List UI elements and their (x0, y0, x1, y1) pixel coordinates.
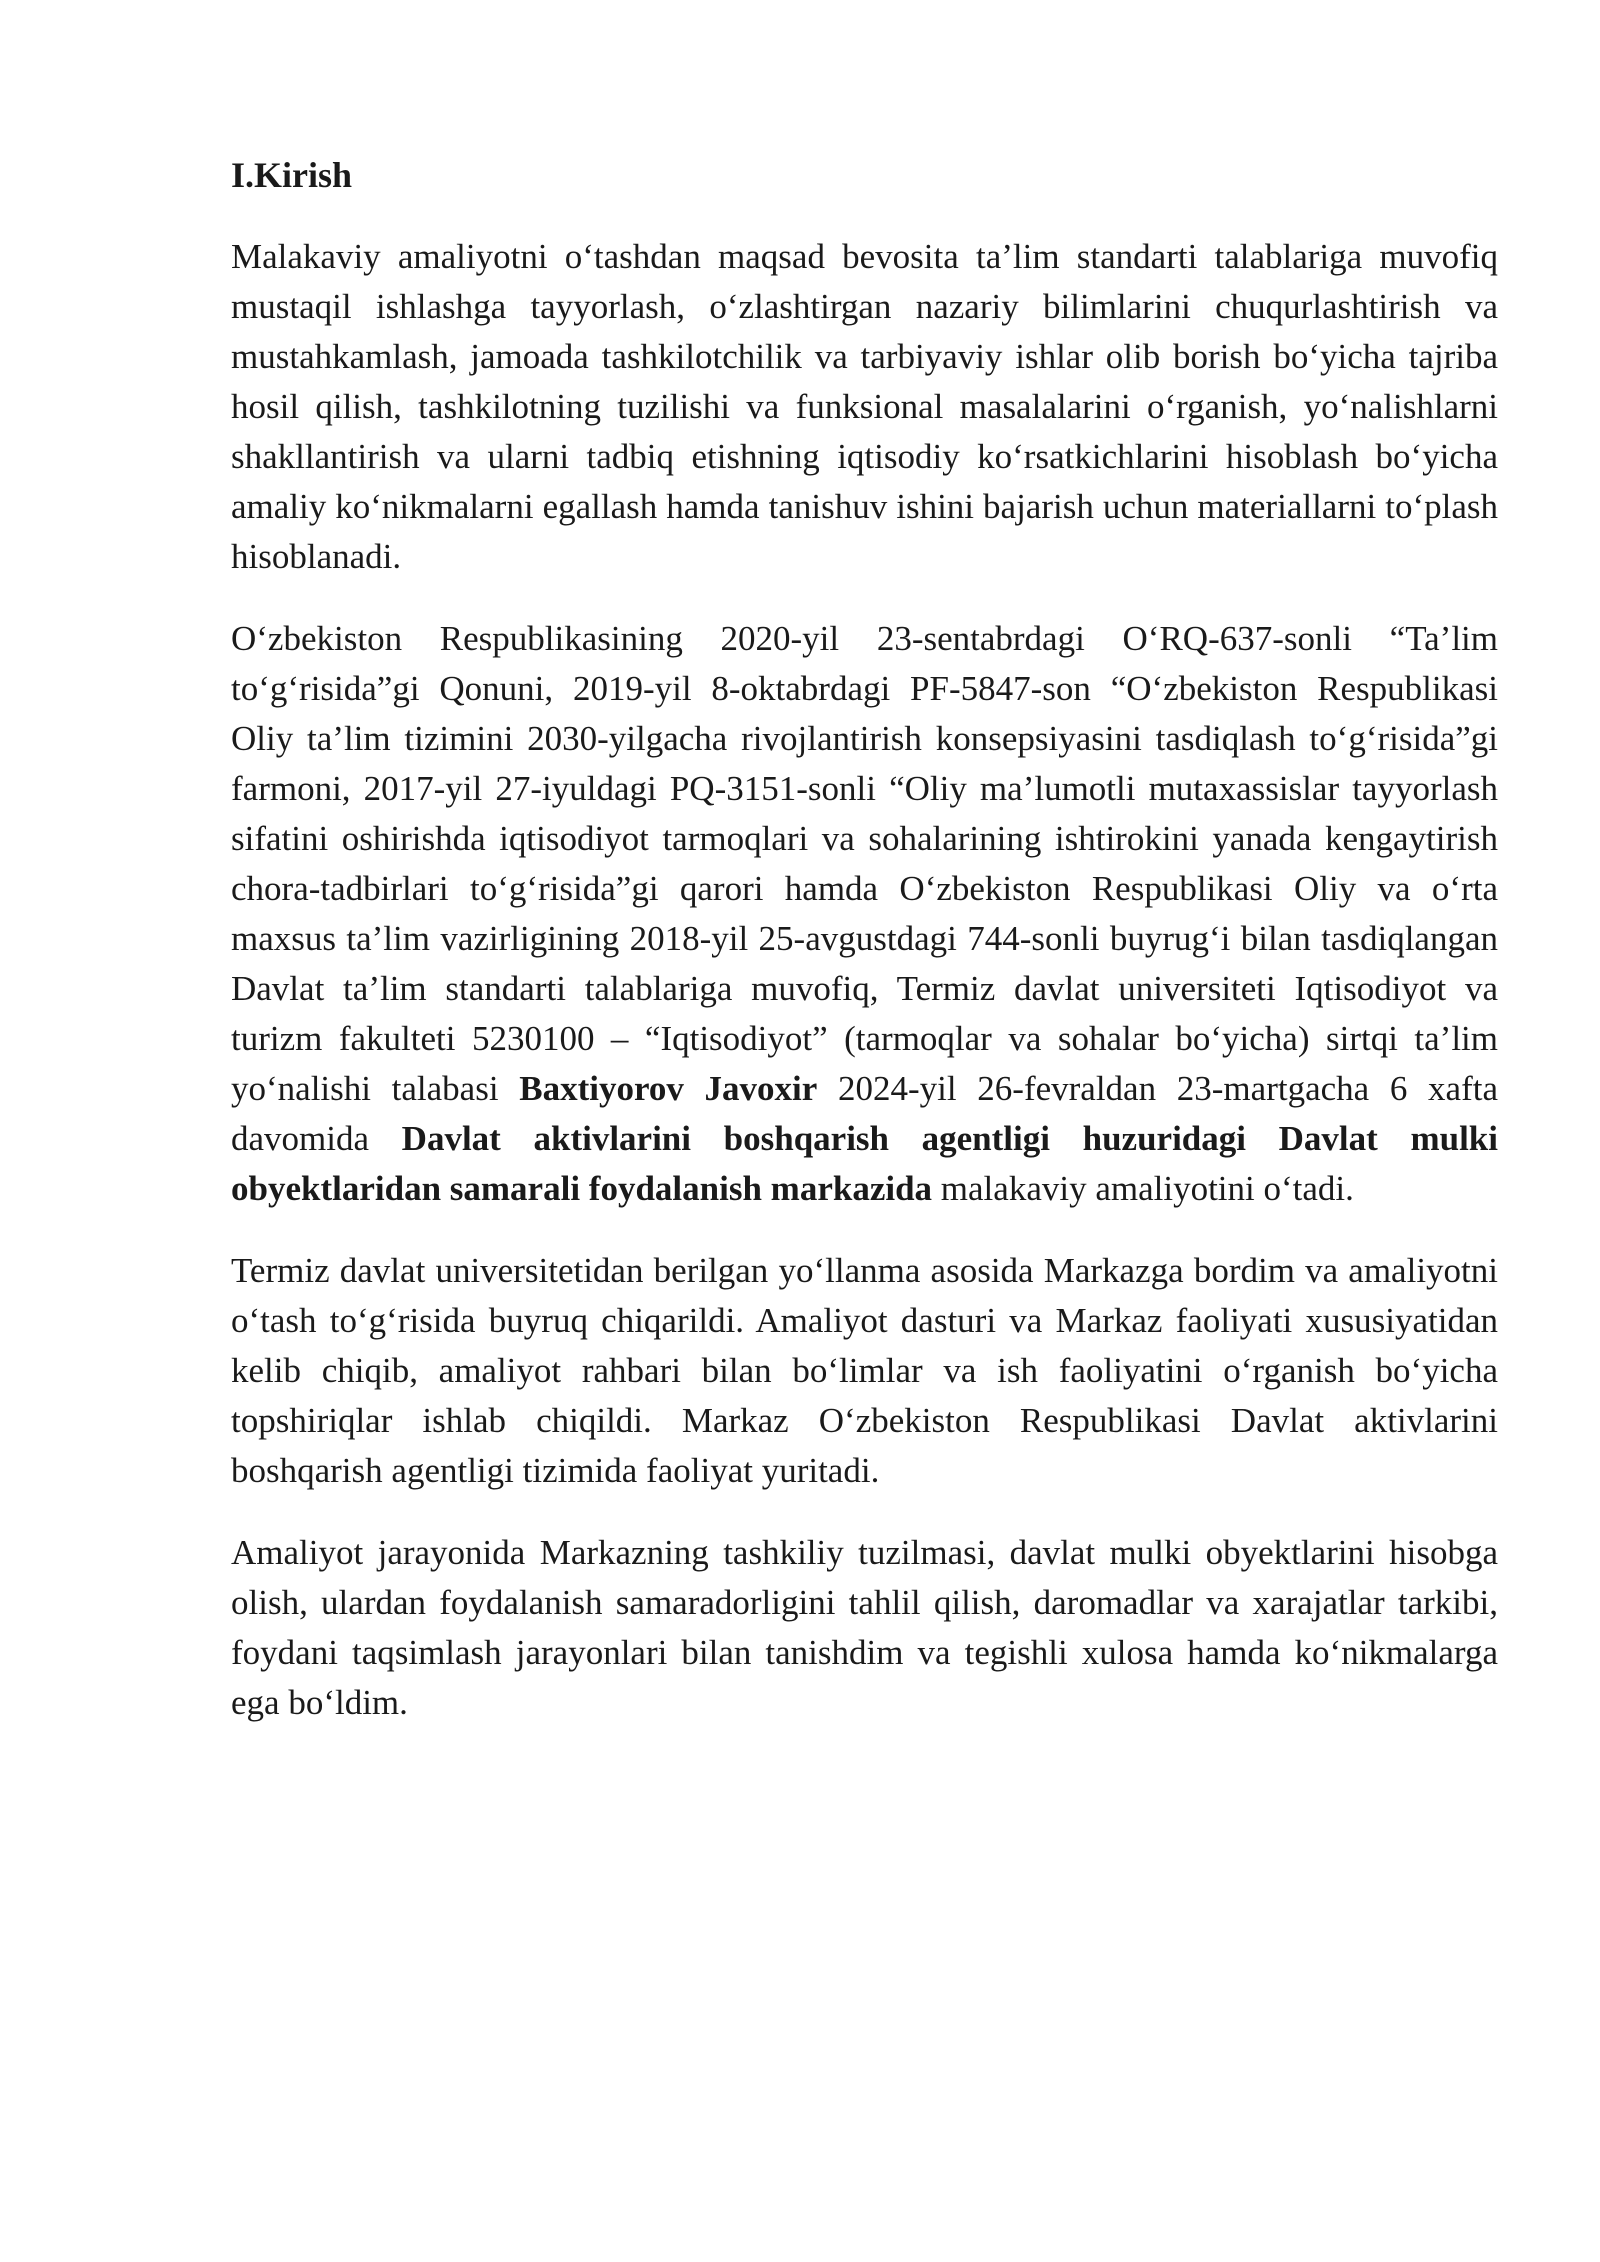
organization-name: Davlat aktivlarini boshqarish agentligi huzuridagi Davlat mulki obyektlaridan samarali foydalanish markazida (231, 1119, 1498, 1208)
student-name: Baxtiyorov Javoxir (519, 1069, 818, 1108)
paragraph-legal-basis (231, 614, 1498, 1214)
internship-period-text: 2024-yil 26-fevraldan 23-martgacha 6 xafta davomida (231, 1069, 1498, 1158)
section-heading: I.Kirish (231, 155, 353, 195)
document-body (231, 150, 1498, 1760)
paragraph-conclusion: Amaliyot jarayonida Markazning tashkiliy tuzilmasi, davlat mulki obyektlarini hisobga olish, ulardan foydalanish samaradorligini tahlil qilish, daromadlar va xarajatlar tarkibi, foydani taqsimlash jarayonlari bilan tanishdim va tegishli xulosa hamda ko‘nikmalarga ega bo‘ldim. (231, 1533, 1498, 1722)
paragraph-purpose: Malakaviy amaliyotni o‘tashdan maqsad bevosita ta’lim standarti talablariga muvofiq mustaqil ishlashga tayyorlash, o‘zlashtirgan nazariy bilimlarini chuqurlashtirish va mustahkamlash, jamoada tashkilotchilik va tarbiyaviy ishlar olib borish bo‘yicha tajriba hosil qilish, tashkilotning tuzilishi va funksional masalalarini o‘rganish, yo‘nalishlarni shakllantirish va ularni tadbiq etishning iqtisodiy ko‘rsatkichlarini hisoblash bo‘yicha amaliy ko‘nikmalarni egallash hamda tanishuv ishini bajarish uchun materiallarni to‘plash hisoblanadi. (231, 237, 1498, 576)
paragraph-legal-basis-ending: malakaviy amaliyotini o‘tadi. (932, 1169, 1354, 1208)
paragraph-legal-basis-text: O‘zbekiston Respublikasining 2020-yil 23-sentabrdagi O‘RQ-637-sonli “Ta’lim to‘g‘risida”gi Qonuni, 2019-yil 8-oktabrdagi PF-5847-son “O‘zbekiston Respublikasi Oliy ta’lim tizimini 2030-yilgacha rivojlantirish konsepsiyasini tasdiqlash to‘g‘risida”gi farmoni, 2017-yil 27-iyuldagi PQ-3151-sonli “Oliy ma’lumotli mutaxassislar tayyorlash sifatini oshirishda iqtisodiyot tarmoqlari va sohalarining ishtirokini yanada kengaytirish chora-tadbirlari to‘g‘risida”gi qarori hamda O‘zbekiston Respublikasi Oliy va o‘rta maxsus ta’lim vazirligining 2018-yil 25-avgustdagi 744-sonli buyrug‘i bilan tasdiqlangan Davlat ta’lim standarti talablariga muvofiq, Termiz davlat universiteti Iqtisodiyot va turizm fakulteti 5230100 – “Iqtisodiyot” (tarmoqlar va sohalar bo‘yicha) sirtqi ta’lim yo‘nalishi talabasi (231, 619, 1498, 1108)
paragraph-assignment: Termiz davlat universitetidan berilgan yo‘llanma asosida Markazga bordim va amaliyotni o‘tash to‘g‘risida buyruq chiqarildi. Amaliyot dasturi va Markaz faoliyati xususiyatidan kelib chiqib, amaliyot rahbari bilan bo‘limlar va ish faoliyatini o‘rganish bo‘yicha topshiriqlar ishlab chiqildi. Markaz O‘zbekiston Respublikasi Davlat aktivlarini boshqarish agentligi tizimida faoliyat yuritadi. (231, 1251, 1498, 1490)
